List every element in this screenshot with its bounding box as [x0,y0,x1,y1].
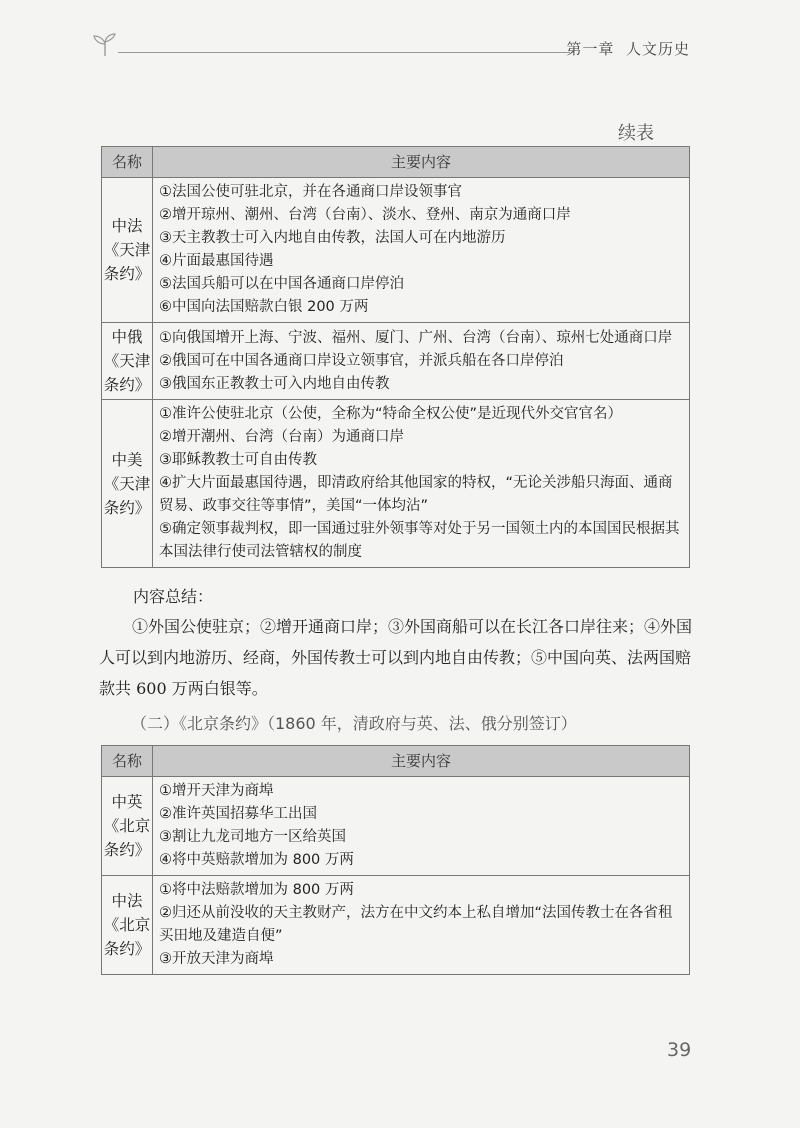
section-subheading: （二）《北京条约》（1860 年，清政府与英、法、俄分别签订） [131,714,577,733]
treaty-content-cell [153,876,690,975]
treaty-name-cell [102,178,153,323]
treaty-clause: ①向俄国增开上海、宁波、福州、厦门、广州、台湾（台南）、琼州七处通商口岸 [159,329,673,346]
table-row-sino-french-tianjin [102,178,690,323]
header-rule [118,52,570,53]
name-column-header: 名称 [102,746,153,777]
treaty-clause: ⑤确定领事裁判权，即一国通过驻外领事等对处于另一国领土内的本国国民根据其本国法律行使司法管辖权的制度 [159,521,680,560]
treaty-name-line: 《北京 [103,817,151,835]
treaty-clause: ④扩大片面最惠国待遇，即清政府给其他国家的特权，“无论关涉船只海面、通商贸易、政事交往等事情”，美国“一体均沾” [159,475,673,514]
treaty-name-line: 中法 [111,892,143,910]
treaty-name-line: 条约》 [103,498,151,517]
treaty-clause: ①将中法赔款增加为 800 万两 [159,882,354,898]
treaty-clause: ②归还从前没收的天主教财产，法方在中文约本上私自增加“法国传教士在各省租买田地及建造自便” [159,905,673,944]
treaty-clause: ②增开琼州、潮州、台湾（台南）、淡水、登州、南京为通商口岸 [159,207,571,223]
treaty-name-line: 《天津 [103,241,151,259]
treaty-clause: ③开放天津为商埠 [159,951,274,967]
running-header [90,30,690,66]
continued-label: 续表 [618,123,654,144]
treaty-name-cell [102,876,153,975]
treaty-name-line: 条约》 [103,376,151,394]
treaty-name-line: 条约》 [103,940,151,958]
treaty-name-line: 中俄 [111,328,143,346]
treaty-clause: ②俄国可在中国各通商口岸设立领事官，并派兵船在各口岸停泊 [159,352,564,369]
treaty-clause: ①法国公使可驻北京，并在各通商口岸设领事官 [159,184,462,200]
treaty-name-line: 条约》 [103,265,151,283]
treaty-clause: ③俄国东正教教士可入内地自由传教 [159,375,390,392]
beijing-treaty-table [101,745,690,975]
treaty-name-line: 《天津 [103,352,151,370]
treaty-name-cell [102,400,153,568]
sprout-icon [90,32,120,58]
treaty-clause: ①增开天津为商埠 [159,783,274,799]
content-column-header: 主要内容 [153,147,690,178]
treaty-clause: ③割让九龙司地方一区给英国 [159,829,346,845]
table-row-sino-french-beijing [102,876,690,975]
summary-title: 内容总结： [133,587,214,606]
treaty-clause: ⑥中国向法国赔款白银 200 万两 [159,299,369,315]
content-column-header: 主要内容 [153,746,690,777]
treaty-clause: ②增开潮州、台湾（台南）为通商口岸 [159,429,404,445]
treaty-content-cell [153,323,690,400]
treaty-clause: ④将中英赔款增加为 800 万两 [159,852,354,868]
table-header-row [102,746,690,777]
treaty-clause: ①准许公使驻北京（公使，全称为“特命全权公使”是近现代外交官官名） [159,406,623,422]
table-row-sino-american-tianjin [102,400,690,568]
table-header-row [102,147,690,178]
treaty-clause: ③耶稣教教士可自由传教 [159,452,317,468]
treaty-content-cell [153,777,690,876]
treaty-clause: ②准许英国招募华工出国 [159,806,317,822]
treaty-content-cell [153,400,690,568]
tianjin-treaty-table [101,146,690,568]
chapter-number: 第一章 [566,40,615,58]
treaty-name-cell [102,323,153,400]
treaty-name-cell [102,777,153,876]
summary-paragraph: ①外国公使驻京；②增开通商口岸；③外国商船可以在长江各口岸往来；④外国人可以到内地游历、经商，外国传教士可以到内地自由传教；⑤中国向英、法两国赔款共 600 万两白银等。 [99,617,693,698]
treaty-clause: ③天主教教士可入内地自由传教，法国人可在内地游历 [159,230,506,246]
table-row-sino-russian-tianjin [102,323,690,400]
treaty-clause: ⑤法国兵船可以在中国各通商口岸停泊 [159,276,404,292]
treaty-name-line: 《北京 [103,916,151,934]
treaty-name-line: 条约》 [103,841,151,859]
chapter-title [566,38,690,59]
treaty-name-line: 中美 [111,450,143,469]
treaty-content-cell [153,178,690,323]
treaty-name-line: 《天津 [103,474,151,493]
treaty-name-line: 中法 [111,217,143,235]
page-number: 39 [667,1039,692,1061]
treaty-clause: ④片面最惠国待遇 [159,253,274,269]
name-column-header: 名称 [102,147,153,178]
table-row-sino-british-beijing [102,777,690,876]
chapter-name: 人文历史 [625,40,690,58]
treaty-name-line: 中英 [111,793,143,811]
